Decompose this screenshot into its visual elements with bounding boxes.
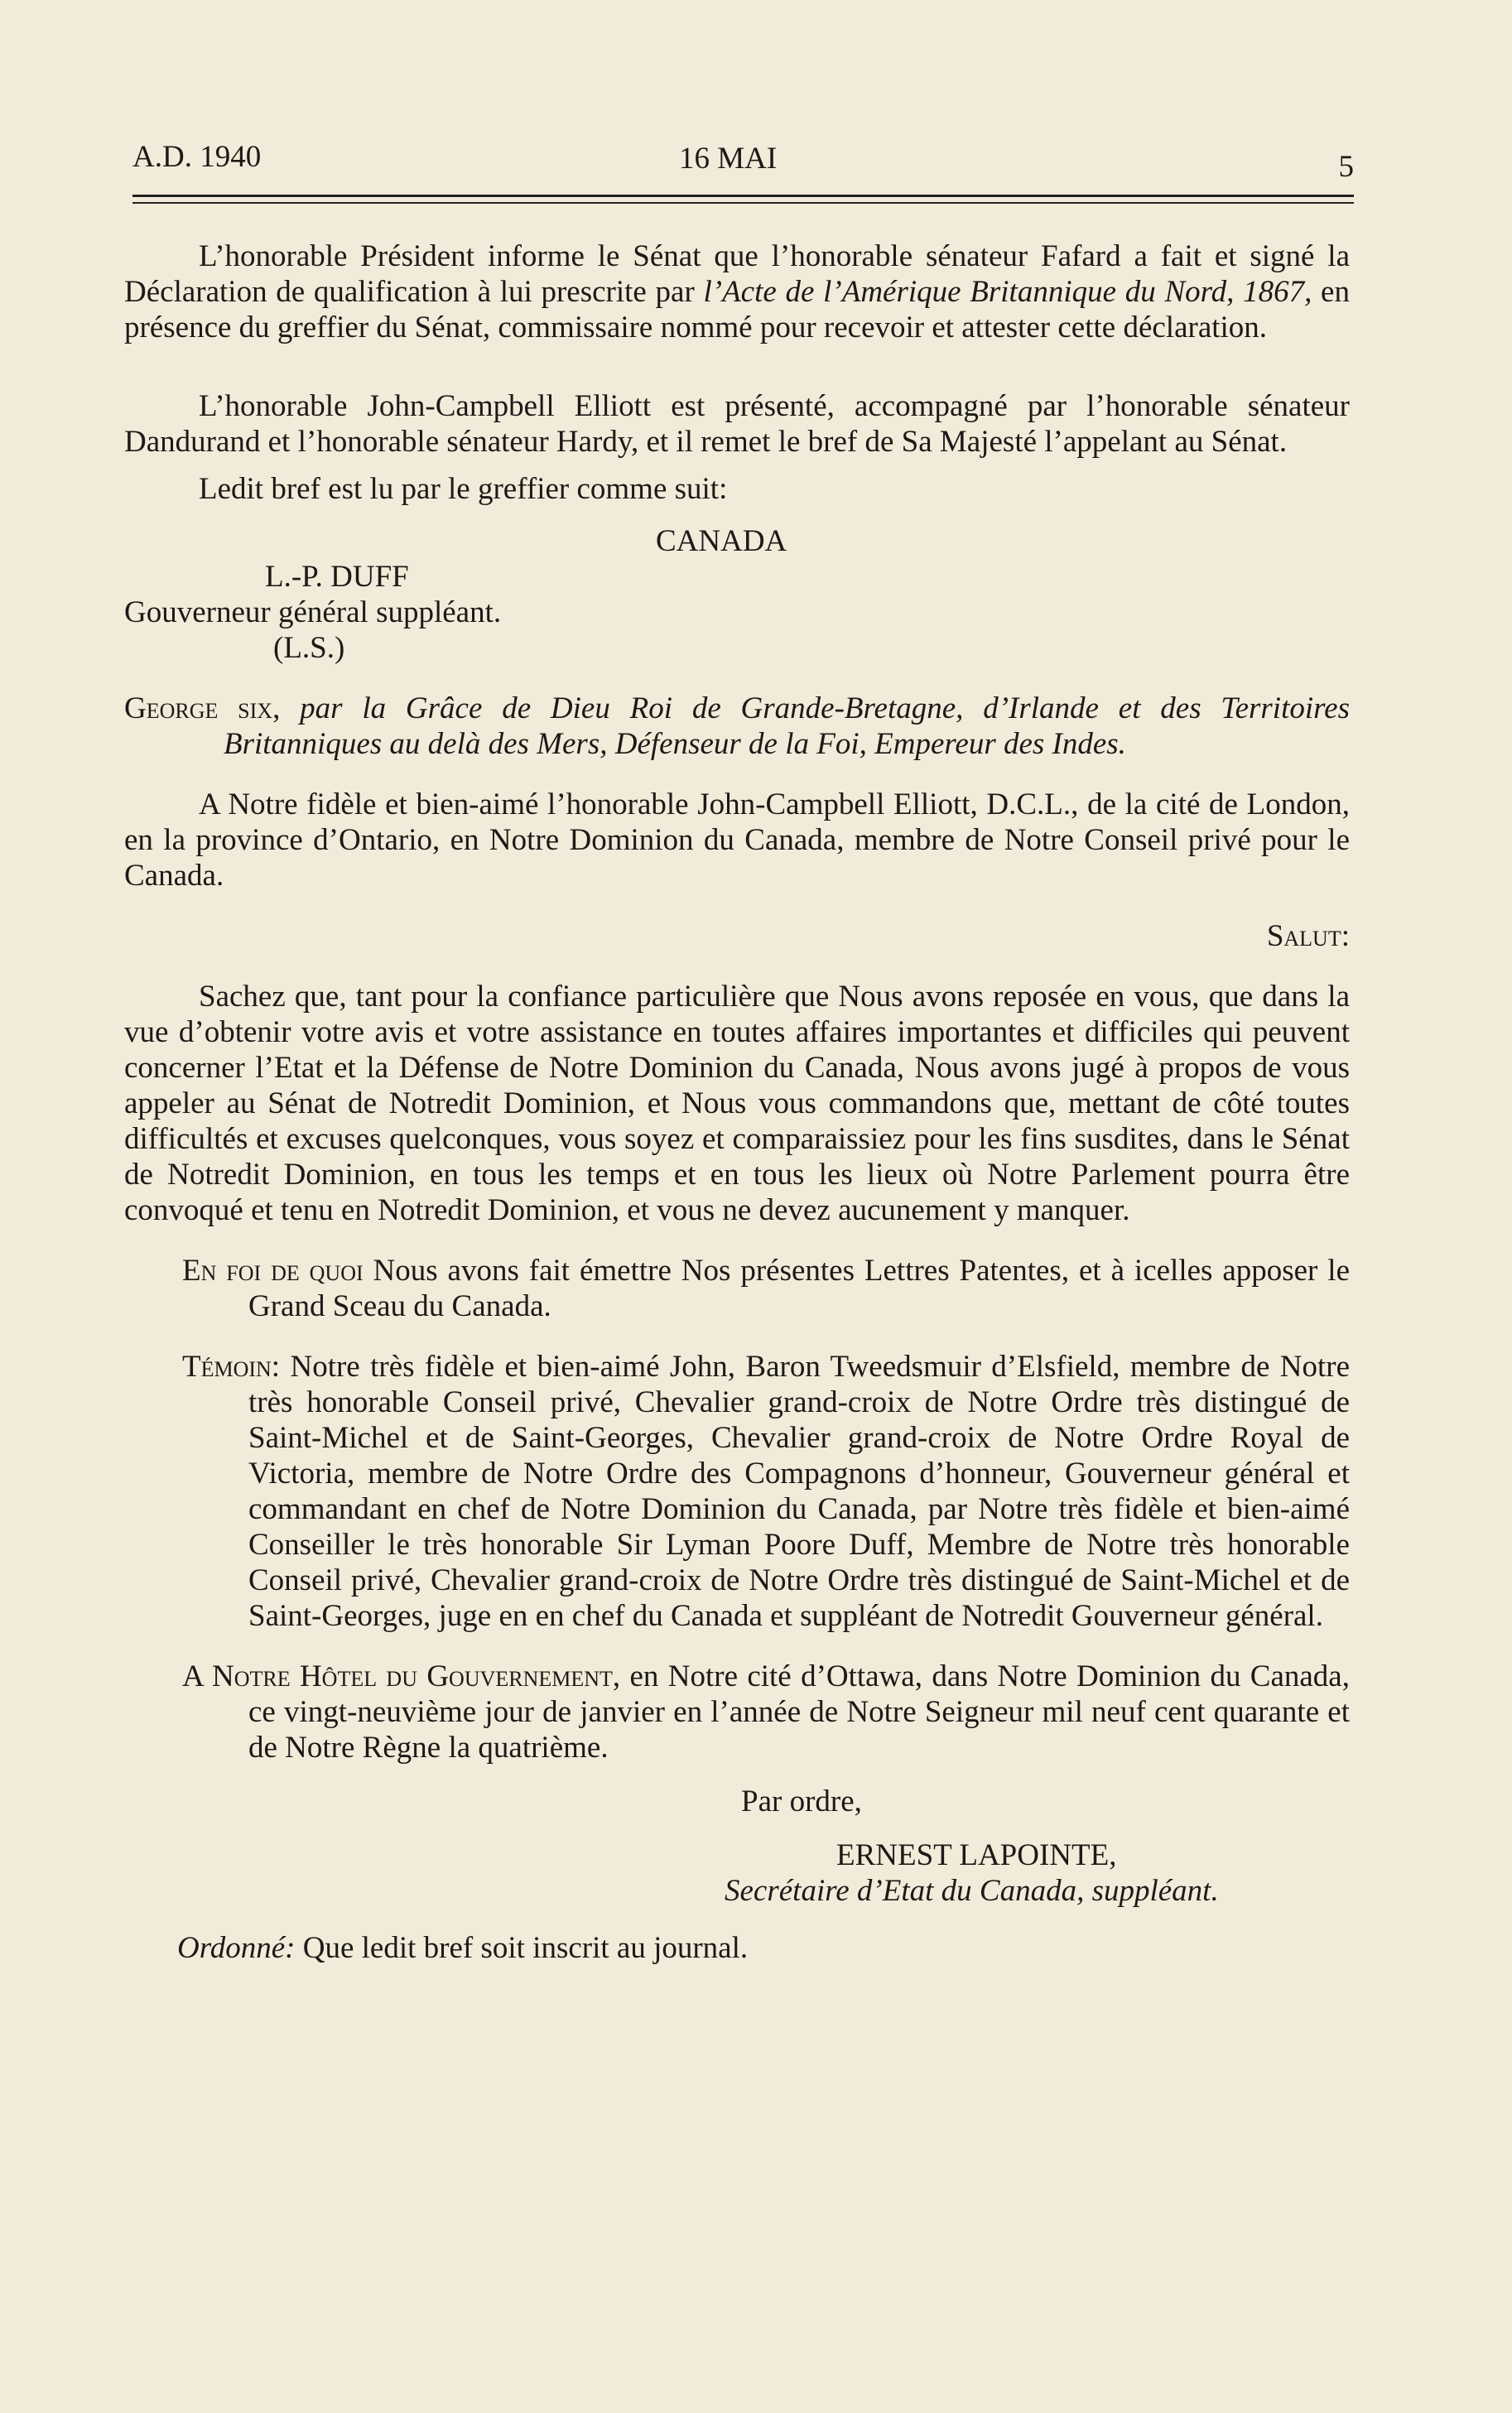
- act-title: l’Acte de l’Amérique Britannique du Nord, 1867,: [703, 275, 1312, 309]
- header-year: A.D. 1940: [132, 140, 262, 174]
- writ-seal-mark: (L.S.): [273, 631, 345, 665]
- writ-en-foi-de-quoi: En foi de quoi Nous avons fait émettre Nos présentes Lettres Patentes, et à icelles apposer le Grand Sceau du Canada.: [182, 1254, 1350, 1323]
- header-rule-thin: [132, 202, 1354, 204]
- writ-signer-name: ERNEST LAPOINTE,: [836, 1838, 1117, 1872]
- paragraph-fafard-declaration: L’honorable Président informe le Sénat que l’honorable sénateur Fafard a fait et signé la Déclaration de qualification à lui prescrite par l’Acte de l’Amérique Britannique du Nord, 1867, en présence du greffier du Sénat, commissaire nommé pour recevoir et attester cette déclaration.: [124, 239, 1350, 344]
- writ-par-ordre: Par ordre,: [741, 1784, 862, 1818]
- writ-deputy-governor-name: L.-P. DUFF: [265, 560, 409, 594]
- page-body: [124, 238, 1350, 1966]
- writ-signer-title: Secrétaire d’Etat du Canada, suppléant.: [725, 1874, 1219, 1908]
- header-date: 16 MAI: [679, 142, 778, 176]
- writ-temoin: Témoin: Notre très fidèle et bien-aimé John, Baron Tweedsmuir d’Elsfield, membre de Notre très honorable Conseil privé, Chevalier grand-croix de Notre Ordre très distingué de Saint-Michel et de Saint-Georges, Chevalier grand-croix de Notre Ordre Royal de Victoria, membre de Notre Ordre des Compagnons d’honneur, Gouverneur général et commandant en chef de Notre Dominion du Canada, par Notre très fidèle et bien-aimé Conseiller le très honorable Sir Lyman Poore Duff, Membre de Notre très honorable Conseil privé, Chevalier grand-croix de Notre Ordre très distingué de Saint-Michel et de Saint-Georges, juge en en chef du Canada et suppléant de Notredit Gouverneur général.: [182, 1350, 1350, 1633]
- paragraph-elliott-presented: L’honorable John-Campbell Elliott est présenté, accompagné par l’honorable sénateur Dandurand et l’honorable sénateur Hardy, et il remet le bref de Sa Majesté l’appelant au Sénat.: [124, 389, 1350, 459]
- writ-hotel-du-gouvernement: A Notre Hôtel du Gouvernement, en Notre cité d’Ottawa, dans Notre Dominion du Canada, ce vingt-neuvième jour de janvier en l’année de Notre Seigneur mil neuf cent quarante et de Notre Règne la quatrième.: [182, 1659, 1350, 1765]
- header-rule-thick: [132, 195, 1354, 197]
- writ-canada-heading: CANADA: [656, 524, 787, 558]
- writ-salutation: Salut:: [1266, 919, 1350, 953]
- ordonne-line: Ordonné: Que ledit bref soit inscrit au journal.: [177, 1931, 749, 1965]
- writ-king-title: George six, par la Grâce de Dieu Roi de Grande-Bretagne, d’Irlande et des Territoires Britanniques au delà des Mers, Défenseur de la Foi, Empereur des Indes.: [124, 691, 1350, 761]
- writ-body: Sachez que, tant pour la confiance particulière que Nous avons reposée en vous, que dans la vue d’obtenir votre avis et votre assistance en toutes affaires importantes et difficiles qui peuvent concerner l’Etat et la Défense de Notre Dominion du Canada, Nous avons jugé à propos de vous appeler au Sénat de Notredit Dominion, et Nous vous commandons que, mettant de côté toutes difficultés et excuses quelconques, vous soyez et comparaissiez pour les fins susdites, dans le Sénat de Notredit Dominion, en tous les temps et en tous les lieux où Notre Parlement pourra être convoqué et tenu en Notredit Dominion, et vous ne devez aucunement y manquer.: [124, 980, 1350, 1227]
- running-header: [132, 132, 1354, 182]
- page-number: 5: [1338, 150, 1354, 184]
- writ-deputy-governor-title: Gouverneur général suppléant.: [124, 595, 502, 629]
- paragraph-writ-read: Ledit bref est lu par le greffier comme suit:: [199, 472, 728, 506]
- writ-addressee: A Notre fidèle et bien-aimé l’honorable John-Campbell Elliott, D.C.L., de la cité de London, en la province d’Ontario, en Notre Dominion du Canada, membre de Notre Conseil privé pour le Canada.: [124, 787, 1350, 893]
